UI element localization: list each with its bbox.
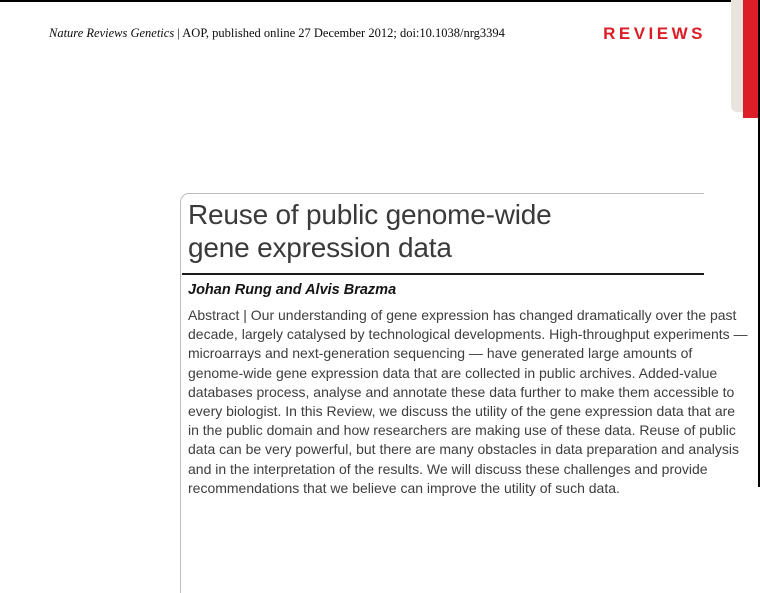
- abstract-line: databases process, analyse and annotate these data further to make them accessible to: [188, 383, 735, 400]
- red-section-bar: [743, 0, 758, 118]
- abstract-line: data can be very powerful, but there are many obstacles in data preparation and analysis: [188, 441, 739, 458]
- abstract-line: recommendations that we believe can improve the utility of such data.: [188, 479, 620, 496]
- beige-tab: [731, 0, 743, 112]
- title-line-1: Reuse of public genome-wide: [188, 199, 552, 230]
- abstract-line: and in the interpretation of the results. We will discuss these challenges and provide: [188, 460, 708, 477]
- article-title: [188, 198, 704, 264]
- abstract-line: microarrays and next-generation sequencing — have generated large amounts of: [188, 345, 693, 362]
- abstract-line: Abstract | Our understanding of gene expression has changed dramatically over the past: [188, 307, 737, 323]
- article-header-box: [180, 193, 748, 593]
- journal-name: Nature Reviews Genetics: [49, 26, 175, 40]
- citation-text: | AOP, published online 27 December 2012; doi:10.1038/nrg3394: [174, 26, 505, 40]
- abstract-line: every biologist. In this Review, we discuss the utility of the gene expression data that are: [188, 403, 736, 420]
- title-line-2: gene expression data: [188, 232, 452, 263]
- top-border-line: [0, 0, 733, 2]
- abstract-line: genome-wide gene expression data that are collected in public archives. Added-value: [188, 364, 718, 381]
- abstract-line: in the public domain and how researchers are making use of these data. Reuse of public: [188, 422, 736, 439]
- abstract: [188, 306, 748, 498]
- abstract-line: decade, largely catalysed by technological developments. High-throughput experiments —: [188, 326, 748, 343]
- title-divider: [182, 273, 704, 275]
- section-label: REVIEWS: [603, 24, 706, 43]
- authors: Johan Rung and Alvis Brazma: [188, 282, 397, 298]
- citation-line: [49, 26, 505, 41]
